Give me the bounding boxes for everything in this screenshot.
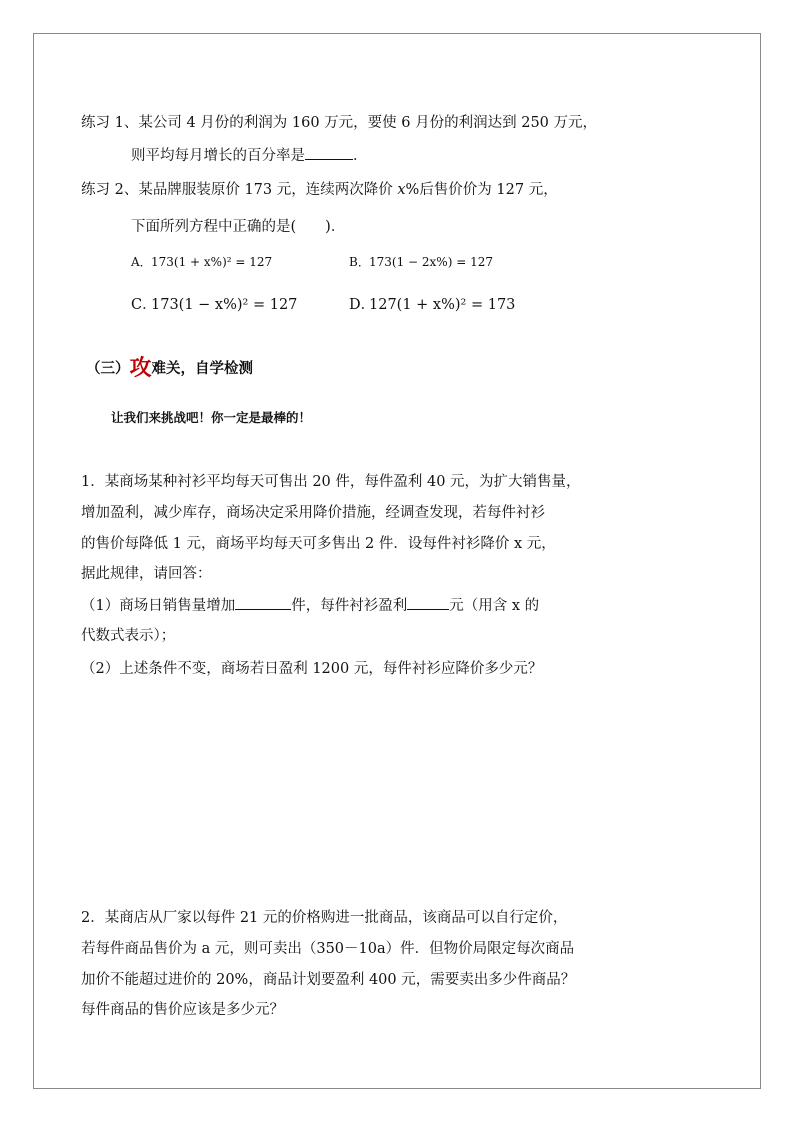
option-d [349,295,515,315]
option-c-label: C． [131,297,157,313]
exercise-2-text-b: 后售价价为 127 元， [419,182,558,198]
variable-x: x [397,182,406,198]
q1-sub1-text-c: 元（用含 x 的 [449,598,540,614]
option-c [131,295,297,315]
exercise-1-line-1: 练习 1、某公司 4 月份的利润为 160 万元，要使 6 月份的利润达到 250 万元， [81,115,598,131]
q1-line-2: 增加盈利，减少库存，商场决定采用降价措施，经调查发现，若每件衬衫 [81,505,545,521]
section-prefix: （三） [86,361,130,377]
q1-sub1-text-a: （1）商场日销售量增加 [81,598,236,614]
q1-line-3: 的售价每降低 1 元，商场平均每天可多售出 2 件．设每件衬衫降价 x 元， [81,536,556,552]
section-big-char: 攻 [129,355,152,381]
q1-subquestion-2: （2）上述条件不变，商场若日盈利 1200 元，每件衬衫应降价多少元？ [81,661,543,677]
section-title-rest: 难关，自学检测 [151,361,254,377]
option-b-label: B． [349,255,370,269]
option-d-label: D． [349,297,376,313]
period: ． [353,148,368,164]
q1-subquestion-1-line-2: 代数式表示）； [81,628,176,644]
q1-line-1: 1．某商场某种衬衫平均每天可售出 20 件，每件盈利 40 元，为扩大销售量， [81,474,581,490]
slogan: 让我们来挑战吧！你一定是最棒的！ [111,410,312,425]
option-b [349,252,493,272]
exercise-2-text-a: 练习 2、某品牌服装原价 173 元，连续两次降价 [81,182,398,198]
exercise-2-line-2: 下面所列方程中正确的是( )． [131,219,346,235]
option-a [131,252,272,272]
q2-line-3: 加价不能超过进价的 20%，商品计划要盈利 400 元，需要卖出多少件商品？ [81,972,576,988]
option-c-expr: 173(1 − x%)² = 127 [151,297,298,313]
exercise-2-line-1 [81,180,558,200]
option-a-label: A． [131,255,152,269]
q2-line-4: 每件商品的售价应该是多少元？ [81,1002,284,1018]
q1-sub1-text-b: 件，每件衬衫盈利 [291,598,408,614]
exercise-1-line-2 [131,145,368,166]
answer-blank-1 [235,595,291,610]
percent-sign: % [405,182,420,198]
q1-subquestion-1 [81,595,539,616]
exercise-1-question: 则平均每月增长的百分率是 [131,148,305,164]
q2-line-2: 若每件商品售价为 a 元，则可卖出（350－10a）件．但物价局限定每次商品 [81,941,575,957]
option-a-expr: 173(1 + x%)² = 127 [151,255,273,269]
section-3-heading [86,355,253,382]
answer-blank-2 [407,595,449,610]
option-d-expr: 127(1 + x%)² = 173 [369,297,516,313]
q1-line-4: 据此规律，请回答： [81,566,212,582]
answer-blank [305,145,353,160]
option-b-expr: 173(1 − 2x%) = 127 [369,255,493,269]
q2-line-1: 2．某商店从厂家以每件 21 元的价格购进一批商品，该商品可以自行定价， [81,910,568,926]
